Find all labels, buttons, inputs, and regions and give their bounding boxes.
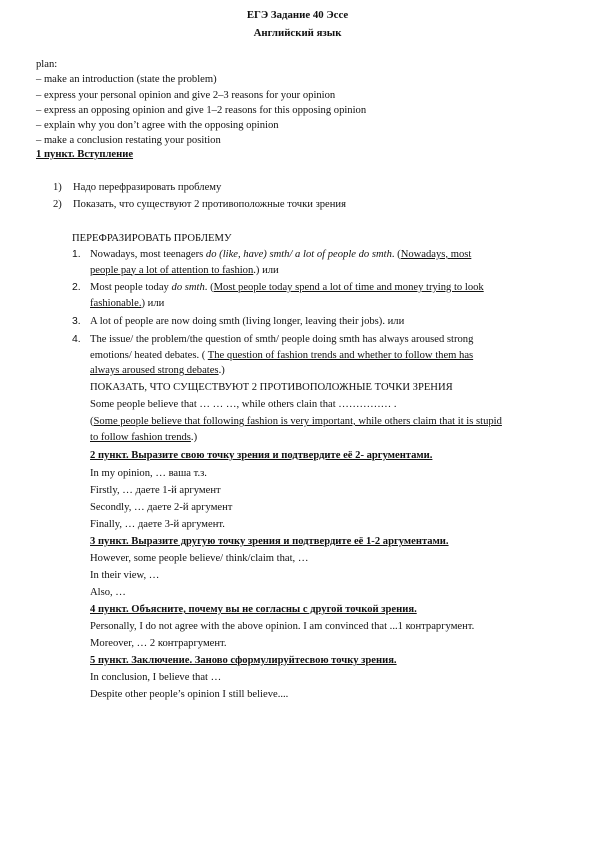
step-item: [53, 181, 221, 195]
example-sample: Nowadays, most: [400, 249, 472, 260]
example-sample: Some people believe that following fashion is very important, while others claim that it is stupid: [93, 416, 502, 427]
example-text: .) или: [253, 264, 279, 276]
step-text: Показать, что существуют 2 противоположные точки зрения: [73, 199, 346, 210]
example-sample: Most people today spend a lot of time and money trying to look: [213, 282, 484, 293]
example-item: [72, 315, 562, 331]
show-example-line: [90, 415, 502, 429]
show-heading: ПОКАЗАТЬ, ЧТО СУЩЕСТВУЮТ 2 ПРОТИВОПОЛОЖНЫЕ ТОЧКИ ЗРЕНИЯ: [90, 382, 453, 393]
example-item: [72, 281, 562, 312]
phrase-line: However, some people believe/ think/claim that, …: [90, 553, 309, 564]
section-2-heading: 2 пункт. Выразите свою точку зрения и подтвердите её 2- аргументами.: [90, 450, 433, 461]
phrase-line: In conclusion, I believe that …: [90, 672, 222, 683]
example-text: Nowadays, most teenagers: [90, 249, 206, 260]
example-text: A lot of people are now doing smth (living longer, leaving their jobs). или: [90, 316, 405, 327]
example-text: (: [90, 416, 94, 427]
example-number: 1.: [72, 249, 81, 260]
example-text: .): [190, 432, 198, 443]
example-template: do (like, have) smth/ a lot of people do smth: [205, 249, 392, 260]
plan-line: – explain why you don’t agree with the opposing opinion: [36, 120, 279, 132]
step-item: [53, 198, 346, 212]
plan-line: – make an introduction (state the problem): [36, 74, 217, 86]
section-4-heading: 4 пункт. Объясните, почему вы не согласны с другой точкой зрения.: [90, 604, 417, 615]
example-item: [72, 248, 562, 279]
example-sample: The question of fashion trends and whether to follow them has: [207, 349, 474, 361]
phrase-line: Firstly, … даете 1-й аргумент: [90, 485, 221, 496]
example-text: The issue/ the problem/the question of smth/ people doing smth has always aroused strong: [90, 334, 474, 345]
phrase-line: Moreover, … 2 контраргумент.: [90, 638, 227, 649]
phrase-line: In their view, …: [90, 570, 160, 581]
example-sample: always aroused strong debates: [90, 365, 219, 376]
phrase-line: Despite other people’s opinion I still believe....: [90, 689, 289, 700]
section-3-heading: 3 пункт. Выразите другую точку зрения и подтвердите её 1-2 аргументами.: [90, 536, 449, 547]
show-template-line: Some people believe that … … …, while others clain that …………… .: [90, 399, 397, 410]
plan-line: – express your personal opinion and give 2–3 reasons for your opinion: [36, 89, 336, 101]
example-text: . (: [204, 282, 214, 293]
step-number: 1): [53, 182, 62, 193]
phrase-line: Personally, I do not agree with the above opinion. I am convinced that ...1 контраргумент.: [90, 621, 475, 632]
example-template: do smth: [171, 282, 205, 293]
rephrase-heading: ПЕРЕФРАЗИРОВАТЬ ПРОБЛЕМУ: [72, 233, 232, 244]
plan-line: – make a conclusion restating your position: [36, 135, 221, 147]
example-number: 4.: [72, 334, 81, 345]
phrase-line: Also, …: [90, 587, 126, 598]
plan-line: – express an opposing opinion and give 1–2 reasons for this opposing opinion: [36, 104, 367, 116]
example-sample: to follow fashion trends: [90, 432, 191, 443]
step-number: 2): [53, 199, 62, 210]
example-sample: fashionable.: [90, 297, 142, 309]
phrase-line: In my opinion, … ваша т.з.: [90, 468, 207, 479]
plan-line: plan:: [36, 59, 58, 70]
step-text: Надо перефразировать проблему: [73, 182, 222, 193]
example-sample: people pay a lot of attention to fashion: [90, 264, 254, 276]
document-title: ЕГЭ Задание 40 Эссе: [246, 9, 349, 21]
example-number: 3.: [72, 316, 81, 327]
section-5-heading: 5 пункт. Заключение. Заново сформулируйтесвою точку зрения.: [90, 655, 397, 666]
show-example-line: [90, 431, 197, 445]
document-subtitle: Английский язык: [253, 27, 342, 39]
example-text: emotions/ heated debates. (: [90, 349, 208, 361]
phrase-line: Secondly, … даете 2-й аргумент: [90, 502, 233, 513]
example-text: .): [218, 365, 225, 376]
example-text: Most people today: [90, 282, 172, 293]
example-item: [72, 333, 562, 380]
example-number: 2.: [72, 282, 81, 293]
section-1-heading: 1 пункт. Вступление: [36, 149, 134, 160]
example-text: . (: [391, 249, 401, 260]
phrase-line: Finally, … даете 3-й аргумент.: [90, 519, 225, 530]
essay-plan: [36, 58, 556, 150]
example-text: ) или: [141, 297, 165, 309]
